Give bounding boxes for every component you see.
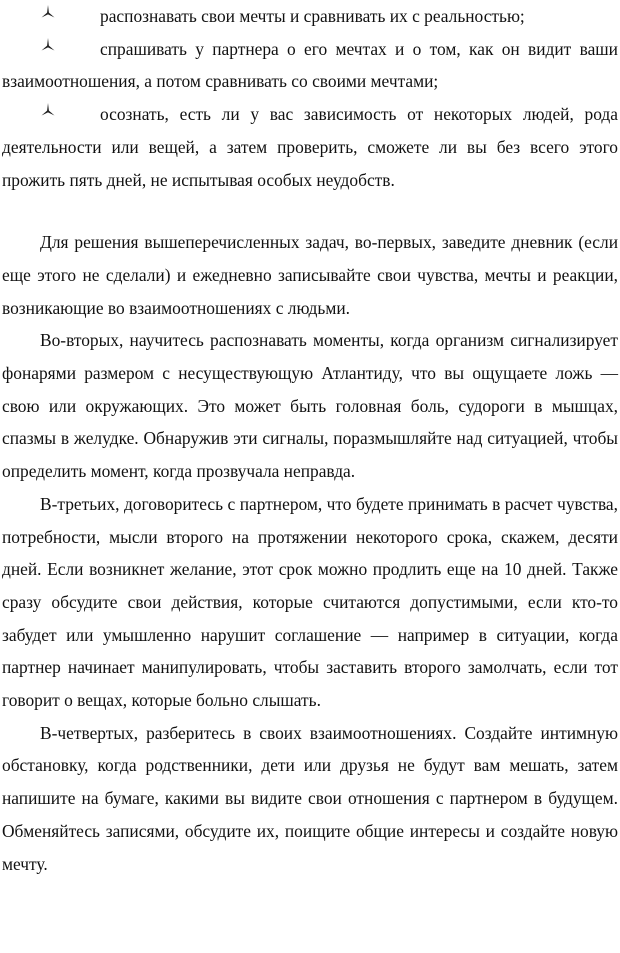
triangle-star-icon <box>40 98 60 130</box>
paragraph: Во-вторых, научитесь распознавать моменты, когда организм сигнализирует фонарями размером с несуществующую Атлантиду, что вы ощущаете ложь — свою или окружающих. Это может быть головная боль, судороги в мышцах, спазмы в желудке. Обнаружив эти сигналы, поразмышляйте над ситуацией, чтобы определить момент, когда прозвучала неправда. <box>2 330 618 482</box>
bullet-text: спрашивать у партнера о его мечтах и о том, как он видит ваши взаимоотношения, а потом сравнивать со своими мечтами; <box>2 38 618 92</box>
paragraph: Для решения вышеперечисленных задач, во-первых, заведите дневник (если еще этого не сделали) и ежедневно записывайте свои чувства, мечты и реакции, возникающие во взаимоотношениях с людьми. <box>2 232 618 318</box>
bullet-item <box>0 33 620 98</box>
triangle-star-icon <box>40 0 60 32</box>
triangle-star-icon <box>40 33 60 65</box>
bullet-text: распознавать свои мечты и сравнивать их с реальностью; <box>100 6 525 26</box>
bullet-item <box>0 98 620 196</box>
bullet-list <box>0 0 620 196</box>
bullet-text: осознать, есть ли у вас зависимость от некоторых людей, рода деятельности или вещей, а затем проверить, сможете ли вы без всего этого прожить пять дней, не испытывая особых неудобств. <box>2 104 618 190</box>
paragraph-gap <box>0 196 620 226</box>
paragraph: В-четвертых, разберитесь в своих взаимоотношениях. Создайте интимную обстановку, когда родственники, дети или друзья не будут вам мешать, затем напишите на бумаге, какими вы видите свои отношения с партнером в будущем. Обменяйтесь записями, обсудите их, поищите общие интересы и создайте новую мечту. <box>2 722 618 874</box>
paragraph: В-третьих, договоритесь с партнером, что будете принимать в расчет чувства, потребности, мысли второго на протяжении некоторого срока, скажем, десяти дней. Если возникнет желание, этот срок можно продлить еще на 10 дней. Также сразу обсудите свои действия, которые считаются допустимыми, если кто-то забудет или умышленно нарушит соглашение — например в ситуации, когда партнер начинает манипулировать, чтобы заставить второго замолчать, если тот говорит о вещах, которые больно слышать. <box>2 493 618 711</box>
bullet-item <box>0 0 620 33</box>
